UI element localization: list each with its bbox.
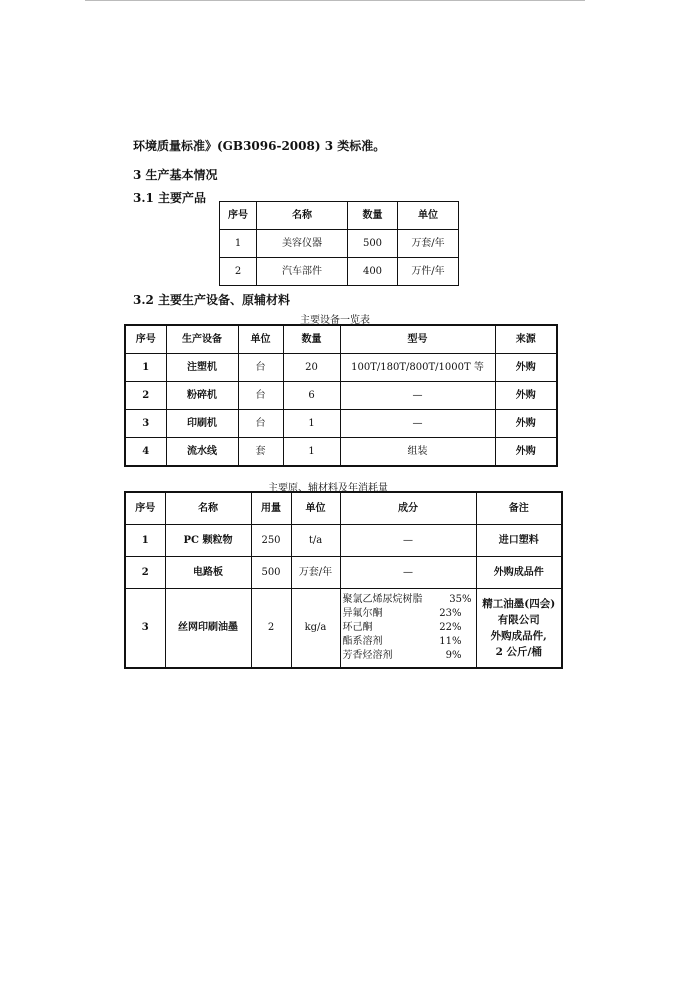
component-name: 芳香烃溶剂 xyxy=(342,650,393,661)
cell-composition: — xyxy=(340,525,476,557)
component-pct: 9% xyxy=(445,650,462,661)
cell-unit: kg/a xyxy=(291,589,340,669)
header-cell: 单位 xyxy=(398,202,459,230)
cell-note xyxy=(476,589,562,669)
cell-unit: 万套/年 xyxy=(398,230,459,258)
cell-composition xyxy=(340,589,476,669)
cell-name: 汽车部件 xyxy=(257,258,348,286)
cell-no: 2 xyxy=(125,557,165,589)
table-row xyxy=(220,258,459,286)
cell-name: 丝网印刷油墨 xyxy=(165,589,251,669)
cell-name: 电路板 xyxy=(165,557,251,589)
intro-line: 环境质量标准》(GB3096-2008) 3 类标准。 xyxy=(133,139,386,153)
component-item xyxy=(341,621,476,635)
cell-no: 1 xyxy=(125,354,166,382)
cell-name: 粉碎机 xyxy=(166,382,238,410)
component-pct: 35% xyxy=(449,594,472,605)
equipment-header-row xyxy=(125,325,557,354)
cell-no: 1 xyxy=(125,525,165,557)
equipment-caption: 主要设备一览表 xyxy=(300,315,370,326)
cell-note: 进口塑料 xyxy=(476,525,562,557)
section-3-title: 3 生产基本情况 xyxy=(133,168,218,182)
table-row xyxy=(125,589,562,669)
header-cell: 成分 xyxy=(340,492,476,525)
header-cell: 序号 xyxy=(220,202,257,230)
cell-note: 外购成品件 xyxy=(476,557,562,589)
cell-qty: 500 xyxy=(348,230,398,258)
products-table xyxy=(219,201,459,286)
cell-qty: 1 xyxy=(283,410,340,438)
cell-model: — xyxy=(340,410,495,438)
header-cell: 名称 xyxy=(257,202,348,230)
cell-qty: 2 xyxy=(251,589,291,669)
equipment-table xyxy=(124,324,558,467)
header-cell: 生产设备 xyxy=(166,325,238,354)
cell-model: — xyxy=(340,382,495,410)
cell-qty: 6 xyxy=(283,382,340,410)
table-row xyxy=(125,438,557,467)
cell-source: 外购 xyxy=(495,438,557,467)
page-top-edge xyxy=(85,0,585,1)
cell-name: 美容仪器 xyxy=(257,230,348,258)
cell-qty: 20 xyxy=(283,354,340,382)
component-name: 聚氯乙烯尿烷树脂 xyxy=(342,594,423,605)
note-line: 2 公斤/桶 xyxy=(495,646,542,658)
cell-no: 2 xyxy=(220,258,257,286)
table-row xyxy=(125,525,562,557)
cell-qty: 500 xyxy=(251,557,291,589)
cell-no: 4 xyxy=(125,438,166,467)
component-pct: 22% xyxy=(439,622,462,633)
cell-qty: 1 xyxy=(283,438,340,467)
note-line: 有限公司 xyxy=(497,614,540,626)
header-cell: 序号 xyxy=(125,492,165,525)
section-3-2-title: 3.2 主要生产设备、原辅材料 xyxy=(133,293,291,307)
component-item xyxy=(341,593,476,607)
component-name: 异氟尔酮 xyxy=(342,608,383,619)
cell-name: PC 颗粒物 xyxy=(165,525,251,557)
cell-composition: — xyxy=(340,557,476,589)
header-cell: 来源 xyxy=(495,325,557,354)
cell-name: 注塑机 xyxy=(166,354,238,382)
component-name: 酯系溶剂 xyxy=(342,636,383,647)
header-cell: 数量 xyxy=(348,202,398,230)
header-cell: 备注 xyxy=(476,492,562,525)
cell-unit: 台 xyxy=(238,410,283,438)
cell-source: 外购 xyxy=(495,354,557,382)
table-row xyxy=(220,230,459,258)
header-cell: 数量 xyxy=(283,325,340,354)
component-pct: 23% xyxy=(439,608,462,619)
cell-unit: 套 xyxy=(238,438,283,467)
component-item xyxy=(341,649,476,663)
note-line: 精工油墨(四会) xyxy=(482,598,556,610)
cell-model: 组装 xyxy=(340,438,495,467)
cell-model: 100T/180T/800T/1000T 等 xyxy=(340,354,495,382)
cell-source: 外购 xyxy=(495,382,557,410)
table-row xyxy=(125,354,557,382)
products-header-row xyxy=(220,202,459,230)
cell-no: 1 xyxy=(220,230,257,258)
table-row xyxy=(125,557,562,589)
component-item xyxy=(341,635,476,649)
materials-table xyxy=(124,491,563,669)
header-cell: 型号 xyxy=(340,325,495,354)
cell-no: 2 xyxy=(125,382,166,410)
cell-qty: 250 xyxy=(251,525,291,557)
cell-unit: t/a xyxy=(291,525,340,557)
cell-unit: 台 xyxy=(238,382,283,410)
cell-source: 外购 xyxy=(495,410,557,438)
cell-no: 3 xyxy=(125,589,165,669)
cell-qty: 400 xyxy=(348,258,398,286)
materials-caption: 主要原、辅材料及年消耗量 xyxy=(268,483,388,494)
section-3-1-title: 3.1 主要产品 xyxy=(133,191,207,205)
component-pct: 11% xyxy=(439,636,462,647)
header-cell: 名称 xyxy=(165,492,251,525)
cell-unit: 万件/年 xyxy=(398,258,459,286)
header-cell: 单位 xyxy=(291,492,340,525)
cell-name: 流水线 xyxy=(166,438,238,467)
cell-unit: 万套/年 xyxy=(291,557,340,589)
cell-name: 印刷机 xyxy=(166,410,238,438)
note-line: 外购成品件, xyxy=(490,630,547,642)
cell-no: 3 xyxy=(125,410,166,438)
cell-unit: 台 xyxy=(238,354,283,382)
header-cell: 单位 xyxy=(238,325,283,354)
component-name: 环己酮 xyxy=(342,622,373,633)
header-cell: 序号 xyxy=(125,325,166,354)
materials-header-row xyxy=(125,492,562,525)
header-cell: 用量 xyxy=(251,492,291,525)
table-row xyxy=(125,410,557,438)
table-row xyxy=(125,382,557,410)
component-item xyxy=(341,607,476,621)
